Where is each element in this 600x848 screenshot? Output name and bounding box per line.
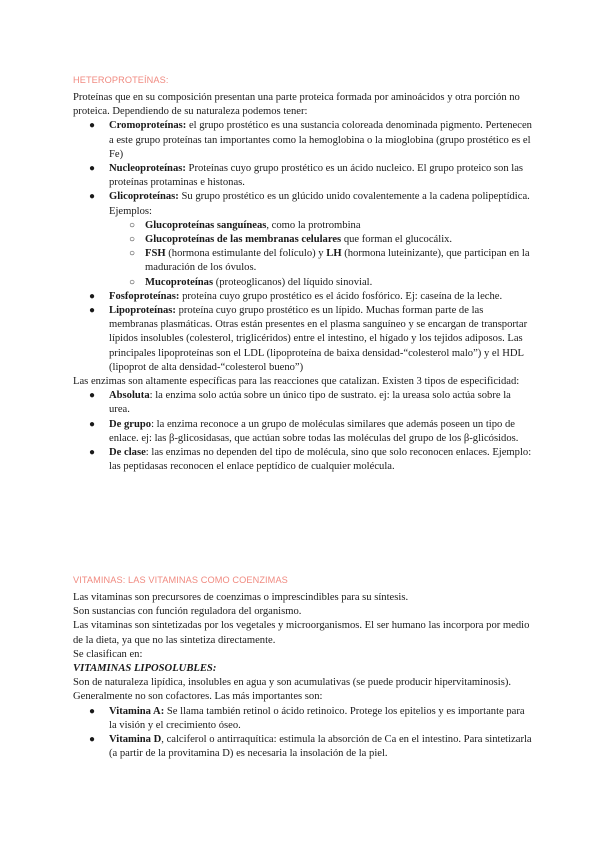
definition: que forman el glucocálix.	[341, 234, 453, 246]
term: Cromoproteínas:	[109, 120, 187, 132]
heteroproteinas-list	[73, 119, 533, 375]
vitaminas-line: Se clasifican en:	[73, 648, 143, 660]
definition: proteína cuyo grupo prostético es el ácido fosfórico. Ej: caseína de la leche.	[179, 290, 503, 302]
term: Glicoproteínas:	[109, 191, 179, 203]
term: Absoluta	[109, 390, 150, 402]
sub-list-item	[109, 219, 533, 233]
term: FSH	[145, 248, 166, 260]
term: Nucleoproteínas:	[109, 163, 186, 175]
list-item	[73, 733, 533, 761]
vitaminas-line: Las vitaminas son sintetizadas por los vegetales y microorganismos. El ser humano las incorpora por medio de la dieta, ya que no las sintetiza directamente.	[73, 620, 530, 646]
term: Vitamina D	[109, 734, 162, 746]
bullet-icon: ●	[89, 447, 96, 459]
bullet-icon: ●	[89, 734, 96, 746]
circle-bullet-icon: ○	[129, 248, 136, 260]
list-item	[73, 119, 533, 162]
liposolubles-subheading: VITAMINAS LIPOSOLUBLES:	[73, 663, 217, 675]
definition: Se llama también retinol o ácido retinoico. Protege los epitelios y es importante para la visión y el crecimiento óseo.	[109, 705, 525, 731]
definition: : la enzima reconoce a un grupo de moléculas similares que además poseen un tipo de enlace. ej: las β-glicosidasas, que actúan sobre todas las moléculas del grupo de los β-glicósidos.	[109, 418, 519, 444]
definition: : la enzima solo actúa sobre un único tipo de sustrato. ej: la ureasa solo actúa sobre la urea.	[109, 390, 511, 416]
definition: : las enzimas no dependen del tipo de molécula, sino que solo reconocen enlaces. Ejemplo: las peptidasas reconocen el enlace peptídico de cualquier molécula.	[109, 447, 532, 473]
circle-bullet-icon: ○	[129, 234, 136, 246]
definition: el grupo prostético es una sustancia coloreada denominada pigmento. Pertenecen a este grupo proteínas tan importantes como la hemoglobina o la mioglobina (grupo prostético es el Fe)	[109, 120, 532, 160]
section-heading-heteroproteinas: HETEROPROTEÍNAS:	[73, 75, 169, 85]
definition: (hormona estimulante del folículo) y	[165, 248, 327, 260]
bullet-icon: ●	[89, 390, 96, 402]
circle-bullet-icon: ○	[129, 219, 136, 231]
vitaminas-block	[73, 591, 533, 761]
term: LH	[326, 248, 342, 260]
list-item	[73, 705, 533, 733]
term: Fosfoproteínas:	[109, 290, 180, 302]
glicoproteinas-sublist	[109, 219, 533, 290]
definition: Su grupo prostético es un glúcido unido covalentemente a la cadena polipeptídica. Ejemplos:	[109, 191, 530, 217]
definition: (hormona luteinizante), que participan en la maduración de los óvulos.	[145, 248, 530, 274]
bullet-icon: ●	[89, 120, 96, 132]
term: Glucoproteínas de las membranas celulares	[145, 234, 342, 246]
definition: , calciferol o antirraquítica: estimula la absorción de Ca en el intestino. Para sintetizarla (a partir de la provitamina D) es necesaria la insolación de la piel.	[109, 734, 532, 760]
heteroproteinas-intro: Proteínas que en su composición presentan una parte proteica formada por aminoácidos y otra porción no proteica. Dependiendo de su naturaleza podemos tener:	[73, 92, 520, 118]
term: Lipoproteínas:	[109, 305, 176, 317]
list-item	[73, 446, 533, 474]
bullet-icon: ●	[89, 191, 96, 203]
definition: Proteínas cuyo grupo prostético es un ácido nucleico. El grupo proteico son las proteínas protaminas e histonas.	[109, 163, 524, 189]
enzimas-intro: Las enzimas son altamente específicas para las reacciones que catalizan. Existen 3 tipos de especificidad:	[73, 376, 520, 388]
term: Mucoproteínas	[145, 276, 214, 288]
sub-list-item	[109, 233, 533, 247]
list-item	[73, 162, 533, 190]
list-item	[73, 190, 533, 289]
vitaminas-line: Son sustancias con función reguladora del organismo.	[73, 606, 302, 618]
definition: (proteoglicanos) del líquido sinovial.	[213, 276, 373, 288]
bullet-icon: ●	[89, 163, 96, 175]
term: De grupo	[109, 418, 152, 430]
bullet-icon: ●	[89, 290, 96, 302]
list-item	[73, 418, 533, 446]
vitaminas-line: Las vitaminas son precursores de coenzimas o imprescindibles para su síntesis.	[73, 592, 409, 603]
list-item	[73, 304, 533, 375]
term: De clase	[109, 447, 146, 459]
definition: , como la protrombina	[266, 219, 361, 231]
list-item	[73, 389, 533, 417]
especificidad-list	[73, 389, 533, 474]
list-item	[73, 290, 533, 304]
section-heading-vitaminas: VITAMINAS: LAS VITAMINAS COMO COENZIMAS	[73, 575, 288, 585]
bullet-icon: ●	[89, 305, 96, 317]
definition: proteína cuyo grupo prostético es un lípido. Muchas forman parte de las membranas plasmáticas. Otras están presentes en el plasma sanguíneo y se encargan de transportar lípidos insolubles (colesterol, triglicéridos) entre el intestino, el hígado y los tejidos adiposos. Las principales lipoproteínas son el LDL (lipoproteína de baixa densidad-“colesterol malo”) y el HDL (lipoprot de alta densidad-“colesterol bueno”)	[109, 305, 528, 373]
liposolubles-intro: Son de naturaleza lipídica, insolubles en agua y son acumulativas (se puede producir hipervitaminosis). Generalmente no son cofactores. Las más importantes son:	[73, 677, 512, 703]
bullet-icon: ●	[89, 705, 96, 717]
term: Glucoproteínas sanguíneas	[145, 219, 267, 231]
heteroproteinas-block	[73, 91, 533, 474]
vitaminas-list	[73, 705, 533, 762]
sub-list-item	[109, 276, 533, 290]
sub-list-item	[109, 247, 533, 275]
circle-bullet-icon: ○	[129, 276, 136, 288]
bullet-icon: ●	[89, 418, 96, 430]
term: Vitamina A:	[109, 705, 165, 717]
